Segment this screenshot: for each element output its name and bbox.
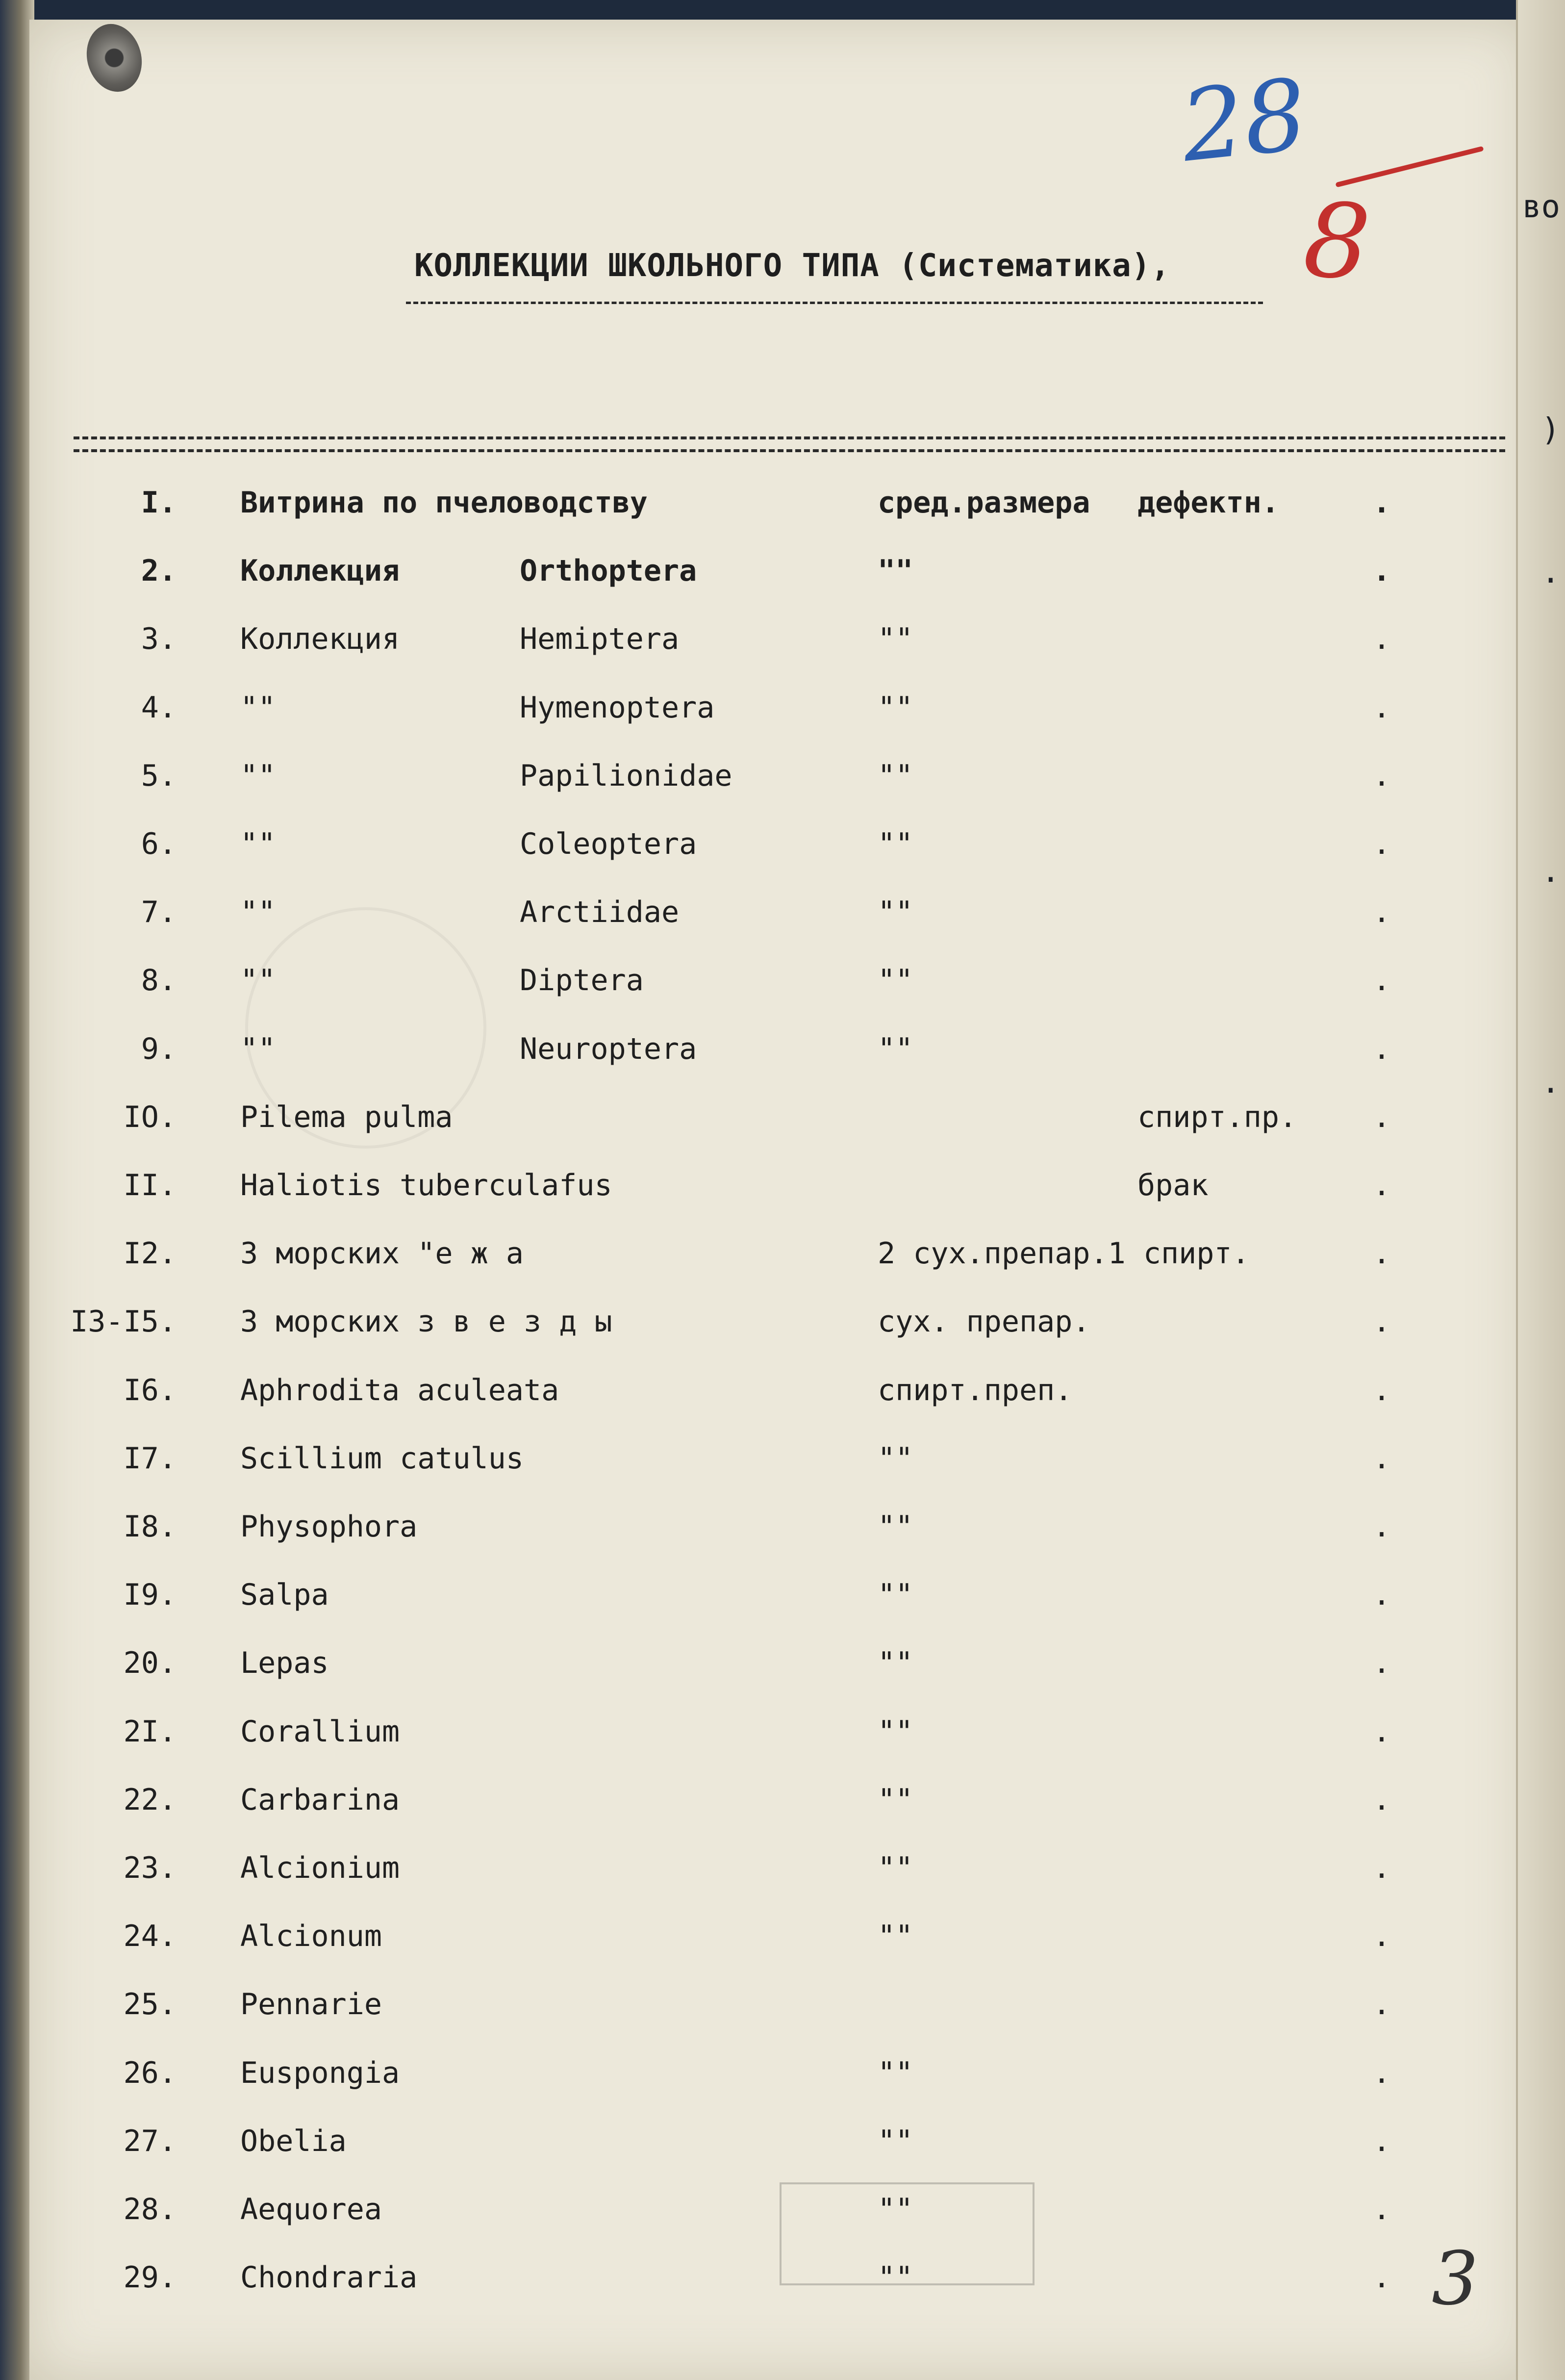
row-dot: . bbox=[1373, 895, 1391, 929]
list-item-c2: Neuroptera bbox=[520, 1032, 697, 1066]
list-item-num: II. bbox=[123, 1168, 177, 1203]
list-item-c1: "" bbox=[240, 895, 276, 929]
list-item-c2: Hemiptera bbox=[520, 622, 680, 656]
row-dot: . bbox=[1373, 2260, 1391, 2295]
row-dot: . bbox=[1373, 2124, 1391, 2158]
list-item-c3: "" bbox=[878, 1646, 913, 1680]
list-item-num: 2. bbox=[141, 554, 177, 588]
row-dot: . bbox=[1373, 1919, 1391, 1953]
list-item-num: I9. bbox=[123, 1578, 177, 1612]
list-item-c1: Carbarina bbox=[240, 1783, 400, 1817]
row-dot: . bbox=[1373, 1441, 1391, 1476]
list-item bbox=[0, 1646, 1500, 1695]
list-item bbox=[0, 2124, 1500, 2173]
list-item-c2: Arctiidae bbox=[520, 895, 680, 929]
list-item bbox=[0, 1305, 1500, 1354]
list-item bbox=[0, 1783, 1500, 1832]
list-item-num: 24. bbox=[123, 1919, 177, 1953]
list-item-num: 29. bbox=[123, 2260, 177, 2295]
list-item-c3: сред.размера bbox=[878, 486, 1090, 520]
list-item-c3: "" bbox=[878, 759, 913, 793]
list-item bbox=[0, 1919, 1500, 1968]
edge-mark: . bbox=[1541, 1064, 1560, 1100]
row-dot: . bbox=[1373, 1305, 1391, 1339]
list-item-c2: Hymenoptera bbox=[520, 691, 715, 725]
row-dot: . bbox=[1373, 1510, 1391, 1544]
list-item-c1: Physophora bbox=[240, 1510, 418, 1544]
list-item-num: 22. bbox=[123, 1783, 177, 1817]
list-item-c1: Alcionium bbox=[240, 1851, 400, 1885]
title-underline bbox=[406, 302, 1263, 304]
list-item-c3: "" bbox=[878, 554, 913, 588]
list-item-num: 27. bbox=[123, 2124, 177, 2158]
list-item-c2: Papilionidae bbox=[520, 759, 732, 793]
list-item bbox=[0, 1510, 1500, 1559]
list-item bbox=[0, 2056, 1500, 2105]
list-item bbox=[0, 1987, 1500, 2036]
list-item-num: I3-I5. bbox=[70, 1305, 177, 1339]
row-dot: . bbox=[1373, 622, 1391, 656]
list-item-num: 28. bbox=[123, 2192, 177, 2226]
list-item-c3: "" bbox=[878, 1510, 913, 1544]
list-item bbox=[0, 1168, 1500, 1217]
list-item-c1: Pennarie bbox=[240, 1987, 382, 2022]
row-dot: . bbox=[1373, 759, 1391, 793]
list-item-c1: "" bbox=[240, 963, 276, 998]
list-item-c3: "" bbox=[878, 1441, 913, 1476]
row-dot: . bbox=[1373, 1783, 1391, 1817]
list-item-c1: Lepas bbox=[240, 1646, 329, 1680]
list-item-num: 4. bbox=[141, 691, 177, 725]
list-item bbox=[0, 1236, 1500, 1285]
list-item-c2: Orthoptera bbox=[520, 554, 697, 588]
row-dot: . bbox=[1373, 486, 1391, 520]
list-item-num: 2I. bbox=[123, 1715, 177, 1749]
list-item-num: I2. bbox=[123, 1236, 177, 1271]
edge-mark: ) bbox=[1541, 412, 1560, 448]
document-title: КОЛЛЕКЦИИ ШКОЛЬНОГО ТИПА (Систематика), bbox=[414, 248, 1170, 284]
list-item bbox=[0, 622, 1500, 671]
list-item-c1: Alcionum bbox=[240, 1919, 382, 1953]
double-separator bbox=[74, 436, 1505, 452]
row-dot: . bbox=[1373, 1236, 1391, 1271]
list-item bbox=[0, 1851, 1500, 1900]
list-item bbox=[0, 2192, 1500, 2241]
list-item bbox=[0, 895, 1500, 944]
list-item bbox=[0, 1715, 1500, 1764]
right-page-edge bbox=[1516, 0, 1565, 2380]
list-item-c1: Obelia bbox=[240, 2124, 347, 2158]
list-item bbox=[0, 2260, 1500, 2309]
list-item-c3: "" bbox=[878, 1715, 913, 1749]
list-item-c3: сух. препар. bbox=[878, 1305, 1090, 1339]
list-item bbox=[0, 486, 1500, 535]
list-item bbox=[0, 1578, 1500, 1627]
list-item-c3: "" bbox=[878, 1783, 913, 1817]
row-dot: . bbox=[1373, 2192, 1391, 2226]
list-item-num: I6. bbox=[123, 1373, 177, 1408]
list-item-c1: "" bbox=[240, 691, 276, 725]
list-item-c3: "" bbox=[878, 622, 913, 656]
list-item-c3: "" bbox=[878, 691, 913, 725]
list-item-c3: "" bbox=[878, 1578, 913, 1612]
row-dot: . bbox=[1373, 1168, 1391, 1203]
list-item-c1: "" bbox=[240, 827, 276, 861]
list-item-c1: 3 морских з в е з д ы bbox=[240, 1305, 612, 1339]
list-item-c1: Aequorea bbox=[240, 2192, 382, 2226]
list-item-c1: Витрина по пчеловодству bbox=[240, 486, 648, 520]
list-item-c4: дефектн. bbox=[1137, 486, 1279, 520]
list-item-c1: Коллекция bbox=[240, 622, 400, 656]
list-item-c1: Euspongia bbox=[240, 2056, 400, 2090]
list-item-c3: "" bbox=[878, 2124, 913, 2158]
list-item-num: I. bbox=[141, 486, 177, 520]
list-item-c1: Pilema pulma bbox=[240, 1100, 453, 1134]
page-number-blue: 28 bbox=[1176, 57, 1312, 184]
list-item-c1: Salpa bbox=[240, 1578, 329, 1612]
list-item-num: 26. bbox=[123, 2056, 177, 2090]
row-dot: . bbox=[1373, 1578, 1391, 1612]
list-item bbox=[0, 1373, 1500, 1422]
row-dot: . bbox=[1373, 691, 1391, 725]
list-item bbox=[0, 554, 1500, 603]
row-dot: . bbox=[1373, 1646, 1391, 1680]
list-item bbox=[0, 1100, 1500, 1149]
list-item-c1: Коллекция bbox=[240, 554, 400, 588]
list-item bbox=[0, 759, 1500, 808]
list-item-num: 6. bbox=[141, 827, 177, 861]
list-item-c3: "" bbox=[878, 1919, 913, 1953]
list-item-c1: Aphrodita aculeata bbox=[240, 1373, 559, 1408]
list-item-c3: спирт.преп. bbox=[878, 1373, 1073, 1408]
list-item bbox=[0, 963, 1500, 1012]
list-item-c1: Chondraria bbox=[240, 2260, 418, 2295]
row-dot: . bbox=[1373, 1100, 1391, 1134]
list-item-c1: "" bbox=[240, 1032, 276, 1066]
list-item-num: 20. bbox=[123, 1646, 177, 1680]
row-dot: . bbox=[1373, 827, 1391, 861]
list-item-c1: Corallium bbox=[240, 1715, 400, 1749]
list-item-num: 7. bbox=[141, 895, 177, 929]
list-item-c3: "" bbox=[878, 2192, 913, 2226]
list-item-c3: "" bbox=[878, 2056, 913, 2090]
list-item-c4: брак bbox=[1137, 1168, 1209, 1203]
list-item-c2: Coleoptera bbox=[520, 827, 697, 861]
list-item-num: 8. bbox=[141, 963, 177, 998]
list-item-c1: 3 морских "е ж а bbox=[240, 1236, 524, 1271]
list-item-num: I8. bbox=[123, 1510, 177, 1544]
list-item-num: 25. bbox=[123, 1987, 177, 2022]
list-item-c2: Diptera bbox=[520, 963, 644, 998]
list-item-c1: "" bbox=[240, 759, 276, 793]
row-dot: . bbox=[1373, 1851, 1391, 1885]
page-number-bottom: 3 bbox=[1432, 2236, 1479, 2322]
list-item bbox=[0, 1032, 1500, 1081]
edge-mark: . bbox=[1541, 853, 1560, 890]
list-item-num: 23. bbox=[123, 1851, 177, 1885]
list-item-c4: спирт.пр. bbox=[1137, 1100, 1297, 1134]
list-item-num: IO. bbox=[123, 1100, 177, 1134]
list-item-c3: 2 сух.препар.1 спирт. bbox=[878, 1236, 1250, 1271]
row-dot: . bbox=[1373, 1715, 1391, 1749]
page-number-red: 8 bbox=[1300, 179, 1374, 304]
list-item-c3: "" bbox=[878, 1851, 913, 1885]
row-dot: . bbox=[1373, 1373, 1391, 1408]
row-dot: . bbox=[1373, 554, 1391, 588]
edge-mark: во bbox=[1522, 189, 1560, 225]
list-item-c1: Scillium catulus bbox=[240, 1441, 524, 1476]
row-dot: . bbox=[1373, 1032, 1391, 1066]
list-item-num: 5. bbox=[141, 759, 177, 793]
list-item-c3: "" bbox=[878, 2260, 913, 2295]
list-item bbox=[0, 691, 1500, 740]
list-item-c3: "" bbox=[878, 963, 913, 998]
list-item-c3: "" bbox=[878, 895, 913, 929]
list-item-num: 3. bbox=[141, 622, 177, 656]
list-item-c1: Haliotis tuberculafus bbox=[240, 1168, 612, 1203]
row-dot: . bbox=[1373, 2056, 1391, 2090]
list-item bbox=[0, 1441, 1500, 1490]
archive-stamp bbox=[780, 2182, 1035, 2285]
list-item bbox=[0, 827, 1500, 876]
list-item-num: 9. bbox=[141, 1032, 177, 1066]
row-dot: . bbox=[1373, 963, 1391, 998]
list-item-c3: "" bbox=[878, 827, 913, 861]
list-item-num: I7. bbox=[123, 1441, 177, 1476]
edge-mark: . bbox=[1541, 554, 1560, 590]
row-dot: . bbox=[1373, 1987, 1391, 2022]
list-item-c3: "" bbox=[878, 1032, 913, 1066]
